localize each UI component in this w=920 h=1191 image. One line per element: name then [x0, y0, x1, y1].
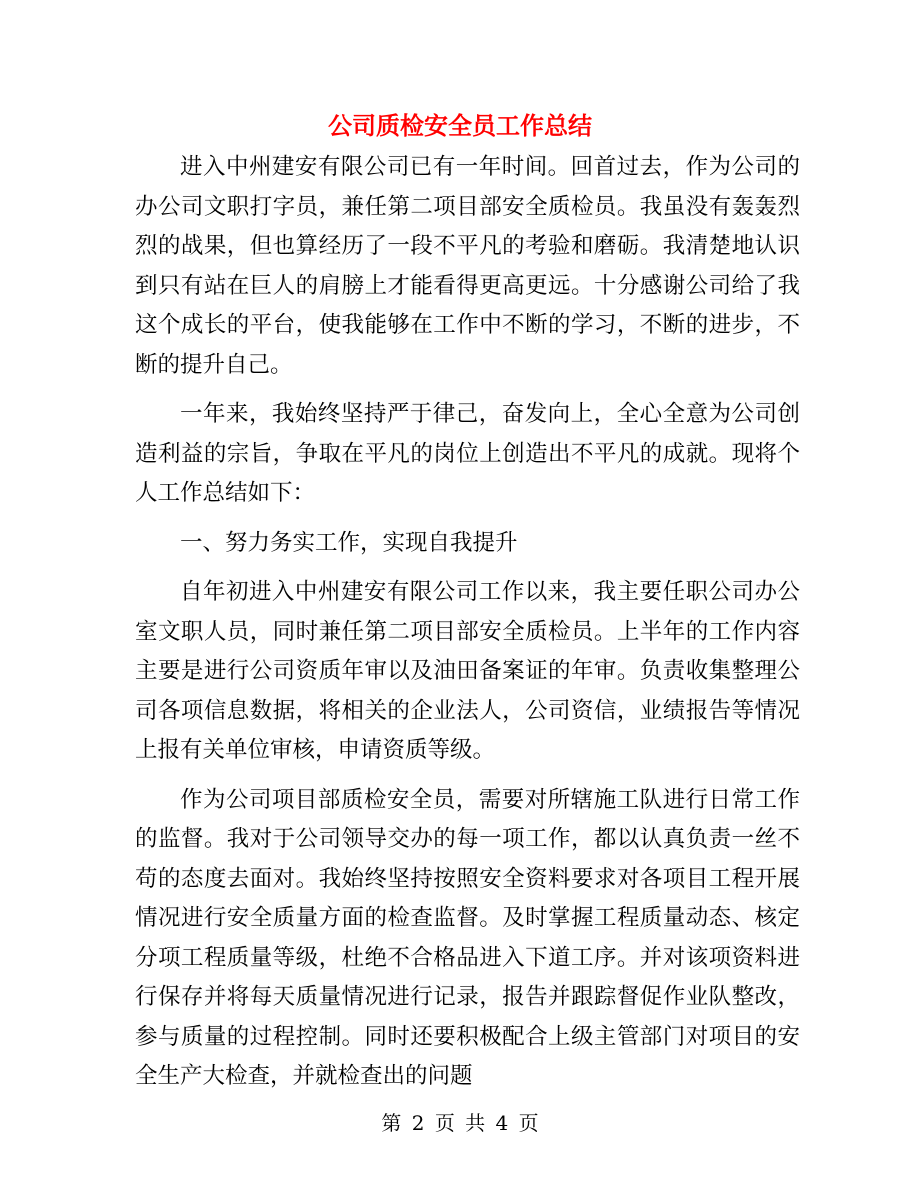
- document-title: 公司质检安全员工作总结: [328, 111, 592, 140]
- paragraph-inspector-duties: 作为公司项目部质检安全员，需要对所辖施工队进行日常工作的监督。我对于公司领导交办的每一项工作，都以认真负责一丝不苟的态度去面对。我始终坚持按照安全资料要求对各项目工程开展情况进行安全质量方面的检查监督。及时掌握工程质量动态、核定分项工程质量等级，杜绝不合格品进入下道工序。并对该项资料进行保存并将每天质量情况进行记录，报告并跟踪督促作业队整改，参与质量的过程控制。同时还要积极配合上级主管部门对项目的安全生产大检查，并就检查出的问题: [135, 786, 800, 1089]
- section-heading-1: 一、努力务实工作，实现自我提升: [180, 529, 518, 556]
- document-body: [135, 148, 800, 1107]
- paragraph-intro: 进入中州建安有限公司已有一年时间。回首过去，作为公司的办公司文职打字员，兼任第二项目部安全质检员。我虽没有轰轰烈烈的战果，但也算经历了一段不平凡的考验和磨砺。我清楚地认识到只有站在巨人的肩膀上才能看得更高更远。十分感谢公司给了我这个成长的平台，使我能够在工作中不断的学习，不断的进步，不断的提升自己。: [135, 154, 800, 378]
- page-number-footer: 第 2 页 共 4 页: [381, 1111, 539, 1135]
- paragraph-summary-lead: 一年来，我始终坚持严于律己，奋发向上，全心全意为公司创造利益的宗旨，争取在平凡的岗位上创造出不平凡的成就。现将个人工作总结如下：: [135, 401, 800, 506]
- paragraph-office-duties: 自年初进入中州建安有限公司工作以来，我主要任职公司办公室文职人员，同时兼任第二项目部安全质检员。上半年的工作内容主要是进行公司资质年审以及油田备案证的年审。负责收集整理公司各项信息数据，将相关的企业法人，公司资信，业绩报告等情况上报有关单位审核，申请资质等级。: [135, 579, 800, 763]
